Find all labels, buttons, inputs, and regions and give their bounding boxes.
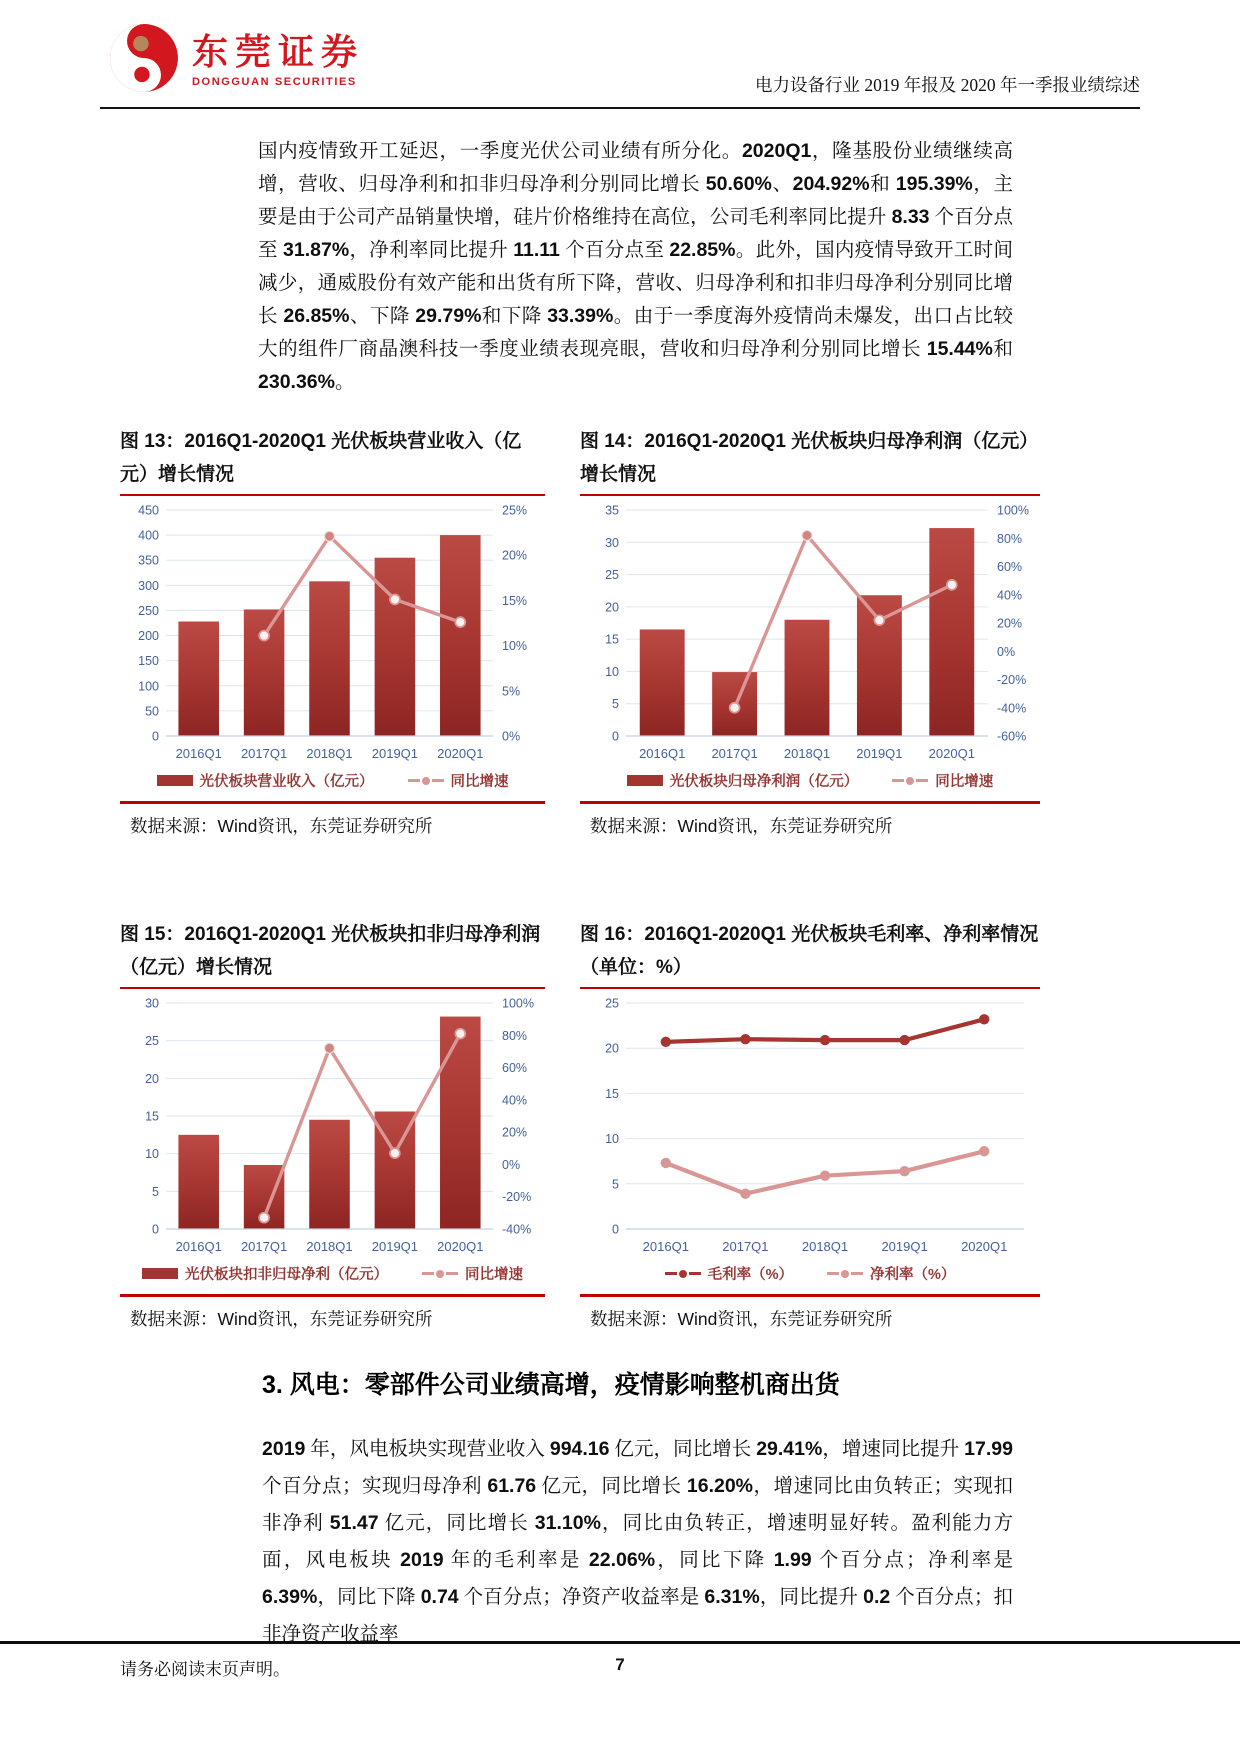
svg-text:5: 5 [612, 1177, 619, 1192]
page-number: 7 [615, 1655, 625, 1674]
figure-14-title-rule [580, 494, 1040, 496]
svg-text:-40%: -40% [997, 701, 1027, 716]
figure-15-source: 数据来源：Wind资讯，东莞证券研究所 [130, 1309, 433, 1329]
svg-text:2017Q1: 2017Q1 [240, 1239, 288, 1254]
svg-text:350: 350 [138, 553, 159, 568]
svg-text:20%: 20% [502, 1125, 528, 1140]
svg-text:2018Q1: 2018Q1 [306, 1239, 353, 1254]
svg-text:25: 25 [605, 996, 619, 1011]
legend-line-swatch [892, 777, 928, 785]
svg-text:20%: 20% [502, 548, 528, 563]
svg-text:-40%: -40% [502, 1222, 532, 1237]
legend-bar-swatch [627, 775, 663, 786]
svg-text:20: 20 [605, 1041, 619, 1056]
figure-15-chart [120, 993, 545, 1261]
legend-item [142, 1263, 388, 1284]
intro-paragraph: 国内疫情致开工延迟，一季度光伏公司业绩有所分化。2020Q1，隆基股份业绩继续高增，营收、归母净利和扣非归母净利分别同比增长 50.60%、204.92%和 195.39%，主要是由于公司产品销量快增，硅片价格维持在高位，公司毛利率同比提升 8.33 个百分点至 31.87%，净利率同比提升 11.11 个百分点至 22.85%。此外，国内疫情导致开工时间减少，通威股份有效产能和出货有所下降，营收、归母净利和扣非归母净利分别同比增长 26.85%、下降 29.79%和下降 33.39%。由于一季度海外疫情尚未爆发，出口占比较大的组件厂商晶澳科技一季度业绩表现亮眼，营收和归母净利分别同比增长 15.44%和 230.36%。 [258, 140, 1013, 393]
svg-text:2016Q1: 2016Q1 [175, 1239, 222, 1254]
section-3-heading: 3. 风电：零部件公司业绩高增，疫情影响整机商出货 [262, 1371, 840, 1399]
figure-14-chart [580, 500, 1040, 768]
svg-text:60%: 60% [997, 560, 1023, 574]
company-logo [108, 22, 364, 99]
figure-14-legend [580, 770, 1040, 791]
svg-text:400: 400 [138, 528, 159, 543]
figure-14 [580, 425, 1040, 838]
svg-text:15: 15 [605, 1086, 619, 1101]
figure-14-title: 图 14：2016Q1-2020Q1 光伏板块归母净利润（亿元）增长情况 [580, 431, 1039, 485]
svg-text:10%: 10% [502, 639, 528, 654]
svg-text:0: 0 [152, 729, 159, 744]
legend-line-swatch [827, 1270, 863, 1278]
legend-bar-swatch [157, 775, 193, 786]
legend-item [408, 770, 509, 791]
figure-16-source: 数据来源：Wind资讯，东莞证券研究所 [590, 1309, 893, 1329]
figure-13-title-rule [120, 494, 545, 496]
figure-15-bottom-rule [120, 1294, 545, 1297]
svg-text:50: 50 [145, 704, 159, 719]
legend-label: 净利率（%） [870, 1267, 956, 1283]
legend-item [627, 770, 859, 791]
figure-13-source: 数据来源：Wind资讯，东莞证券研究所 [130, 816, 433, 836]
svg-text:80%: 80% [997, 531, 1023, 546]
legend-label: 光伏板块扣非归母净利（亿元） [185, 1267, 388, 1283]
figure-16 [580, 918, 1040, 1331]
legend-label: 光伏板块归母净利润（亿元） [669, 774, 859, 790]
legend-item [157, 770, 374, 791]
svg-text:10: 10 [605, 664, 619, 679]
svg-text:2019Q1: 2019Q1 [371, 746, 419, 761]
svg-text:15: 15 [605, 632, 619, 647]
svg-text:0: 0 [612, 729, 619, 744]
svg-text:15%: 15% [502, 593, 528, 608]
footer-disclaimer: 请务必阅读末页声明。 [120, 1660, 290, 1679]
svg-text:2017Q1: 2017Q1 [722, 1239, 769, 1254]
svg-text:2016Q1: 2016Q1 [175, 746, 222, 761]
figure-16-legend [580, 1263, 1040, 1284]
section-3-paragraph: 2019 年，风电板块实现营业收入 994.16 亿元，同比增长 29.41%，增速同比提升 17.99 个百分点；实现归母净利 61.76 亿元，同比增长 16.20%，增速同比由负转正；实现扣非净利 51.47 亿元，同比增长 31.10%，同比由负转正，增速明显好转。盈利能力方面，风电板块 2019 年的毛利率是 22.06%，同比下降 1.99 个百分点；净利率是 6.39%，同比下降 0.74 个百分点；净资产收益率是 6.31%，同比提升 0.2 个百分点；扣非净资产收益率 [262, 1438, 1013, 1645]
svg-text:150: 150 [138, 654, 159, 669]
figure-16-title-rule [580, 987, 1040, 989]
legend-item [892, 770, 993, 791]
svg-text:5%: 5% [502, 684, 521, 699]
charts-grid [120, 425, 1120, 1331]
svg-text:30: 30 [145, 996, 159, 1011]
legend-line-swatch [408, 777, 444, 785]
svg-text:2020Q1: 2020Q1 [961, 1239, 1008, 1254]
svg-text:35: 35 [605, 503, 619, 518]
svg-text:5: 5 [152, 1184, 159, 1199]
legend-label: 毛利率（%） [707, 1267, 793, 1283]
svg-text:40%: 40% [502, 1093, 528, 1108]
legend-line-swatch [665, 1270, 701, 1278]
legend-label: 同比增速 [935, 774, 994, 790]
figure-14-source: 数据来源：Wind资讯，东莞证券研究所 [590, 816, 893, 836]
svg-text:0: 0 [152, 1222, 159, 1237]
figure-15-title: 图 15：2016Q1-2020Q1 光伏板块扣非归母净利润（亿元）增长情况 [120, 924, 541, 978]
svg-text:40%: 40% [997, 588, 1023, 603]
svg-text:100: 100 [138, 679, 159, 694]
svg-text:100%: 100% [502, 996, 534, 1011]
svg-text:2017Q1: 2017Q1 [711, 746, 758, 761]
svg-text:2020Q1: 2020Q1 [437, 1239, 484, 1254]
svg-text:25: 25 [145, 1034, 159, 1049]
legend-item [665, 1263, 793, 1284]
svg-text:2016Q1: 2016Q1 [639, 746, 686, 761]
svg-text:2016Q1: 2016Q1 [642, 1239, 689, 1254]
page-header [0, 0, 1240, 99]
legend-label: 光伏板块营业收入（亿元） [199, 774, 374, 790]
figure-16-chart [580, 993, 1040, 1261]
header-divider [100, 107, 1140, 109]
legend-label: 同比增速 [465, 1267, 523, 1283]
svg-text:25: 25 [605, 568, 619, 583]
logo-name-cn: 东莞证券 [192, 31, 365, 72]
report-title: 电力设备行业 2019 年报及 2020 年一季报业绩综述 [755, 75, 1140, 95]
svg-text:2020Q1: 2020Q1 [928, 746, 975, 761]
svg-text:-60%: -60% [997, 729, 1027, 744]
legend-label: 同比增速 [450, 774, 509, 790]
svg-text:2019Q1: 2019Q1 [371, 1239, 419, 1254]
svg-text:-20%: -20% [502, 1190, 532, 1205]
page-footer [0, 1641, 1240, 1680]
svg-text:25%: 25% [502, 503, 528, 518]
figure-13-bottom-rule [120, 801, 545, 804]
svg-text:60%: 60% [502, 1061, 528, 1076]
svg-text:2018Q1: 2018Q1 [801, 1239, 849, 1254]
svg-text:200: 200 [138, 629, 159, 644]
figure-16-title: 图 16：2016Q1-2020Q1 光伏板块毛利率、净利率情况（单位：%） [580, 924, 1039, 978]
legend-item [827, 1263, 955, 1284]
svg-text:2018Q1: 2018Q1 [783, 746, 831, 761]
svg-text:-20%: -20% [997, 673, 1027, 687]
figure-15-legend [120, 1263, 545, 1284]
svg-text:250: 250 [138, 603, 159, 618]
svg-text:0%: 0% [997, 644, 1016, 659]
figure-16-bottom-rule [580, 1294, 1040, 1297]
figure-14-bottom-rule [580, 801, 1040, 804]
svg-text:0%: 0% [502, 729, 521, 744]
svg-text:2018Q1: 2018Q1 [306, 746, 353, 761]
svg-text:20: 20 [605, 600, 619, 615]
svg-text:5: 5 [612, 697, 619, 712]
svg-text:80%: 80% [502, 1028, 528, 1043]
svg-text:0: 0 [612, 1222, 619, 1237]
svg-text:30: 30 [605, 535, 619, 550]
logo-name-en: DONGGUAN SECURITIES [192, 75, 357, 88]
svg-text:2019Q1: 2019Q1 [881, 1239, 928, 1254]
svg-text:100%: 100% [997, 503, 1029, 518]
svg-text:20: 20 [145, 1071, 159, 1086]
svg-text:10: 10 [145, 1147, 159, 1162]
svg-text:450: 450 [138, 503, 159, 518]
svg-text:20%: 20% [997, 616, 1023, 631]
legend-line-swatch [422, 1270, 458, 1278]
legend-item [422, 1263, 523, 1284]
svg-text:10: 10 [605, 1132, 619, 1147]
figure-13 [120, 425, 545, 838]
svg-text:2017Q1: 2017Q1 [240, 746, 288, 761]
figure-13-title: 图 13：2016Q1-2020Q1 光伏板块营业收入（亿元）增长情况 [120, 431, 522, 485]
svg-text:15: 15 [145, 1109, 159, 1124]
logo-icon [108, 22, 180, 99]
figure-15 [120, 918, 545, 1331]
figure-13-legend [120, 770, 545, 791]
figure-13-chart [120, 500, 545, 768]
legend-bar-swatch [142, 1268, 178, 1279]
figure-15-title-rule [120, 987, 545, 989]
svg-text:2019Q1: 2019Q1 [856, 746, 903, 761]
svg-text:300: 300 [138, 578, 159, 593]
svg-text:2020Q1: 2020Q1 [437, 746, 484, 761]
svg-text:0%: 0% [502, 1157, 521, 1172]
